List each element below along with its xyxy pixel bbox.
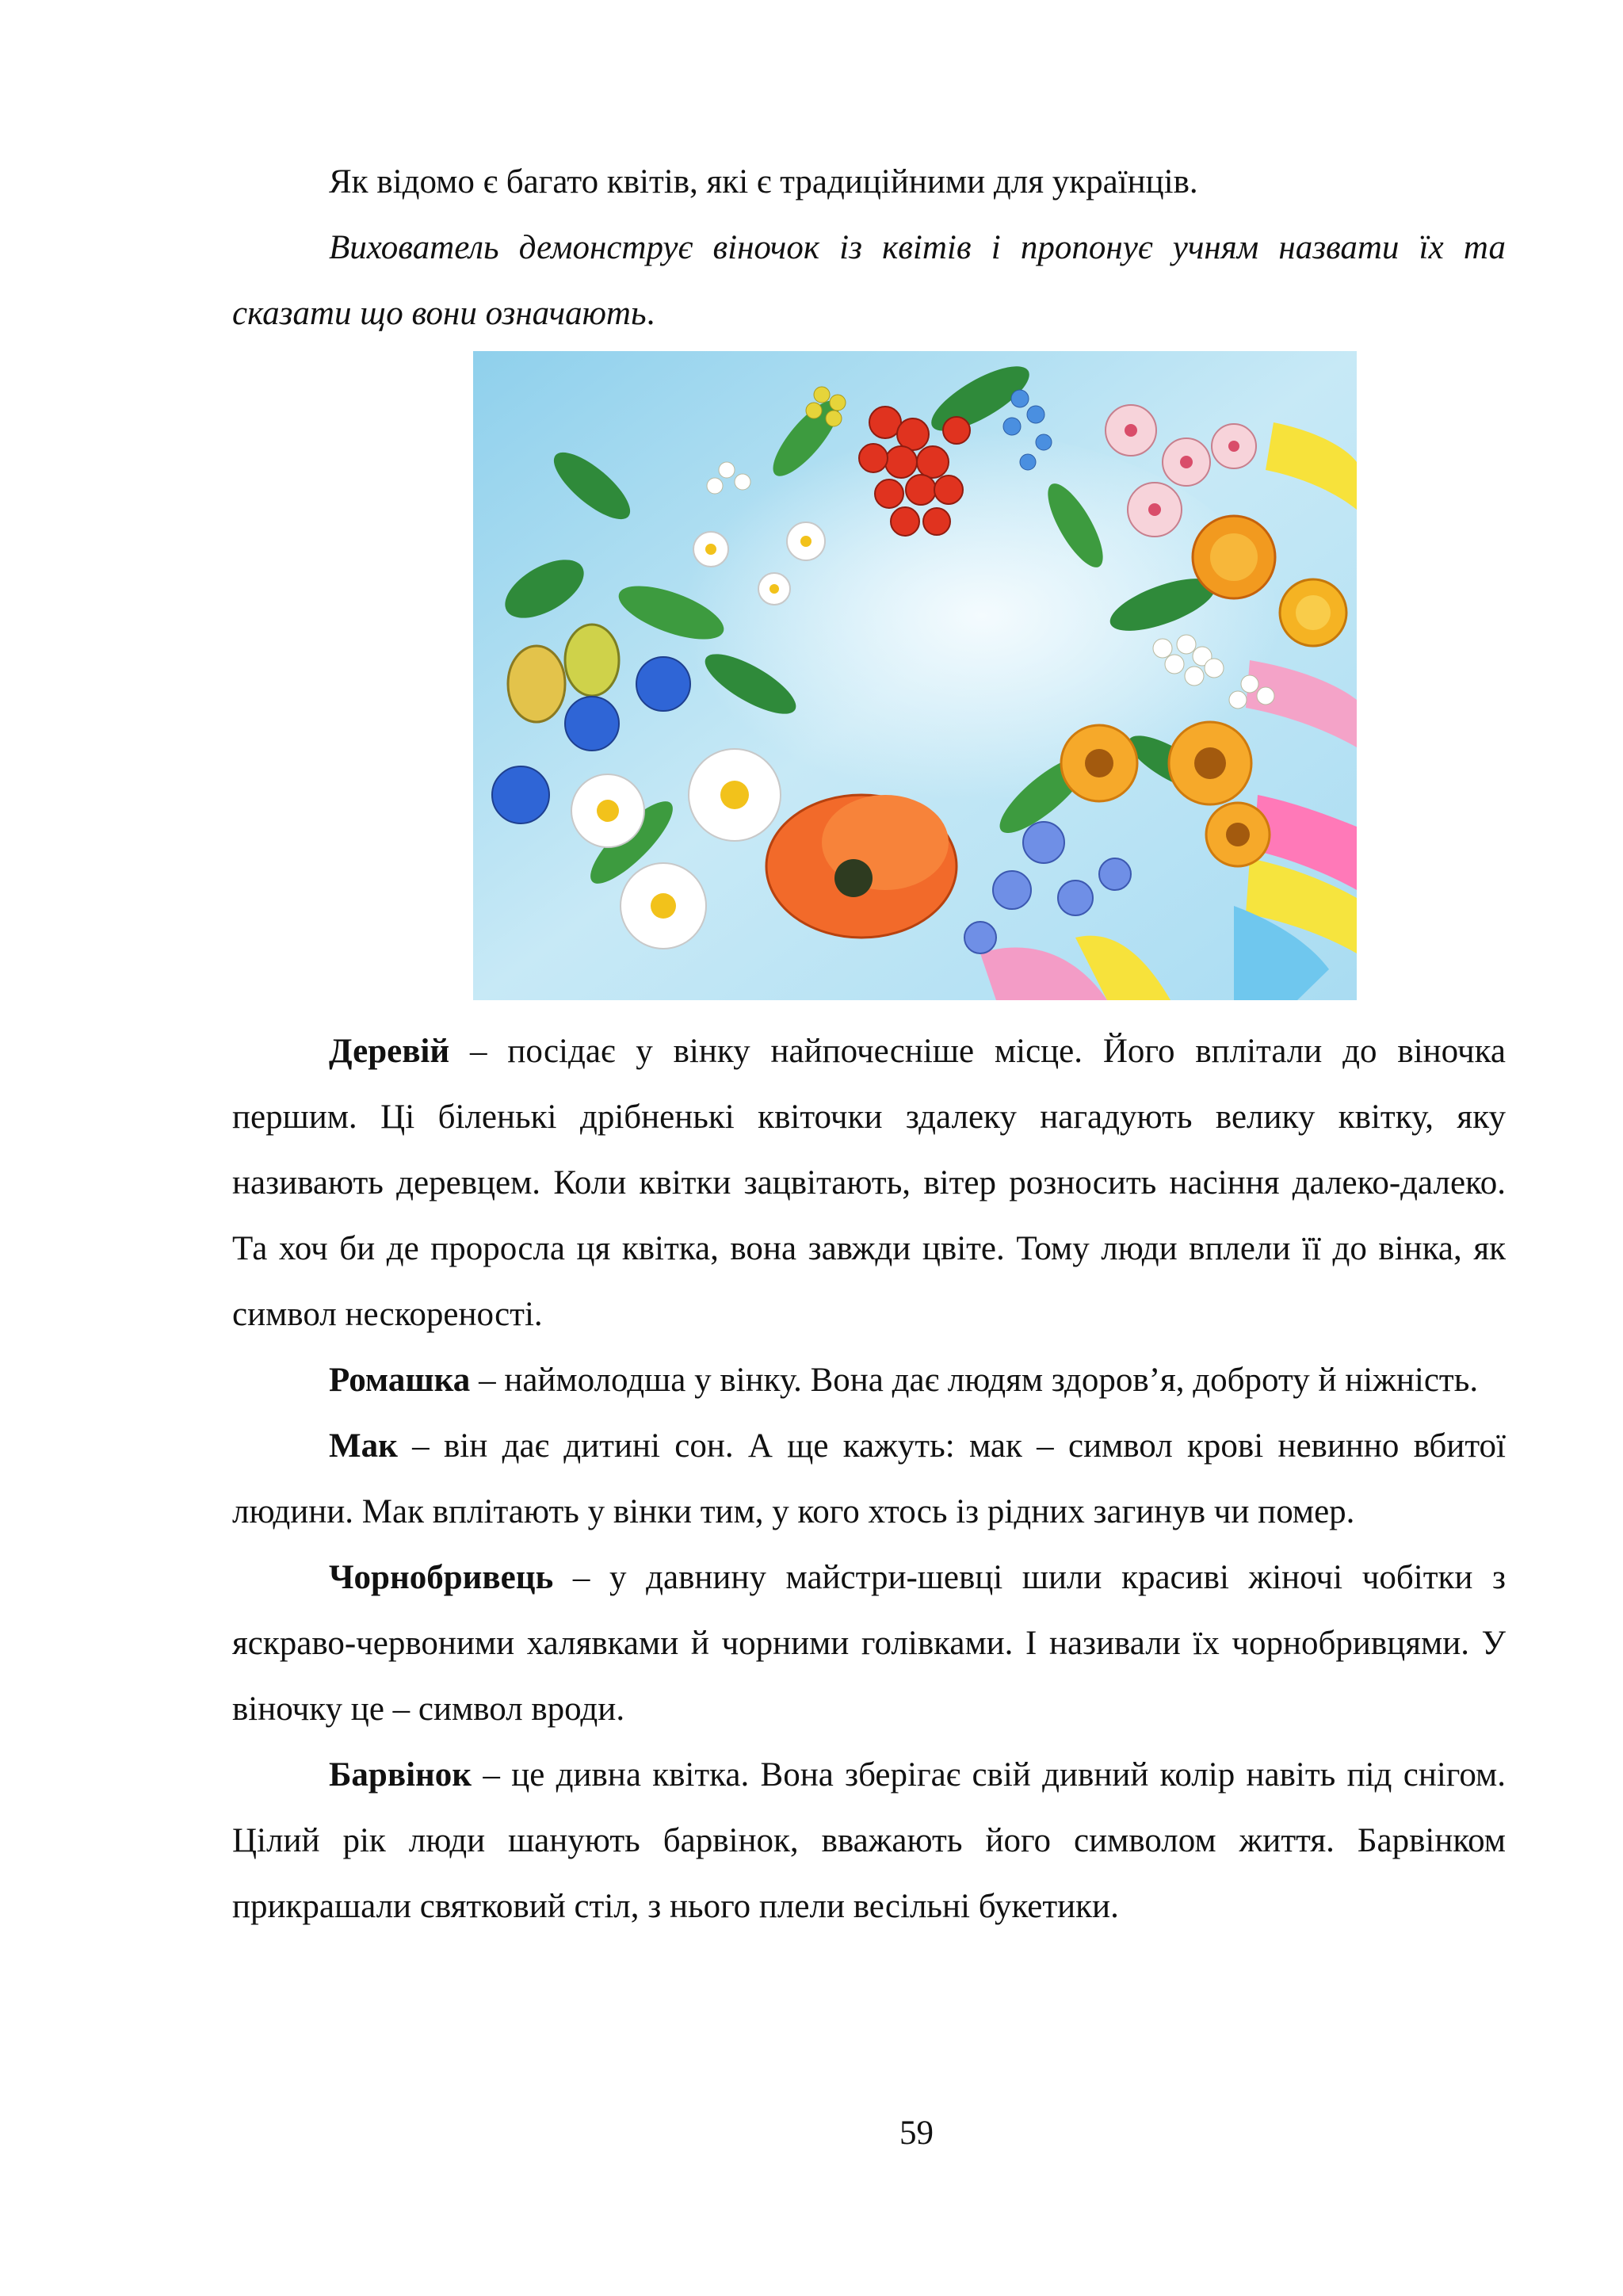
- intro-text: [232, 149, 1506, 346]
- section-text: – у давнину майстри-шевці шили красиві жіночі чобітки з яскраво-червоними халявками й чорними голівками. І називали їх чорнобривцями. У віночку це – символ вроди.: [232, 1559, 1506, 1728]
- intro-paragraph: Як відомо є багато квітів, які є традиційними для українців.: [329, 163, 1198, 201]
- section-term: Мак: [329, 1427, 398, 1465]
- section-yarrow: [232, 1018, 1506, 1347]
- section-periwinkle: [232, 1742, 1506, 1939]
- flower-wreath-image: [473, 351, 1357, 1000]
- teacher-instruction: Вихователь демонструє віночок із квітів і пропонує учням назвати їх та сказати що вони означають.: [232, 229, 1506, 332]
- flower-descriptions: [232, 1018, 1506, 1939]
- page-number: 59: [899, 2115, 934, 2152]
- teacher-instruction-text: Вихователь демонструє віночок із квітів і пропонує учням назвати їх та сказати що вони означають: [232, 229, 1506, 332]
- section-text: – посідає у вінку найпочесніше місце. Його вплітали до віночка першим. Ці біленькі дрібненькі квіточки здалеку нагадують велику квітку, яку називають деревцем. Коли квітки зацвітають, вітер розносить насіння далеко-далеко. Та хоч би де проросла ця квітка, вона завжди цвіте. Тому люди вплели її до вінка, як символ нескореності.: [232, 1033, 1506, 1333]
- section-text: – це дивна квітка. Вона зберігає свій дивний колір навіть під снігом. Цілий рік люди шанують барвінок, вважають його символом життя. Барвінком прикрашали святковий стіл, з нього плели весільні букетики.: [232, 1756, 1506, 1925]
- poppy: [766, 795, 957, 938]
- section-text: – він дає дитині сон. А ще кажуть: мак – символ крові невинно вбитої людини. Мак вплітають у вінки тим, у кого хтось із рідних загинув чи помер.: [232, 1427, 1506, 1530]
- section-term: Чорнобривець: [329, 1559, 554, 1596]
- section-text: – наймолодша у вінку. Вона дає людям здоров’я, доброту й ніжність.: [470, 1362, 1479, 1399]
- section-marigold: [232, 1545, 1506, 1742]
- section-term: Барвінок: [329, 1756, 472, 1794]
- section-term: Ромашка: [329, 1362, 471, 1399]
- section-poppy: [232, 1413, 1506, 1545]
- section-chamomile: [232, 1347, 1506, 1413]
- section-term: Деревій: [329, 1033, 450, 1070]
